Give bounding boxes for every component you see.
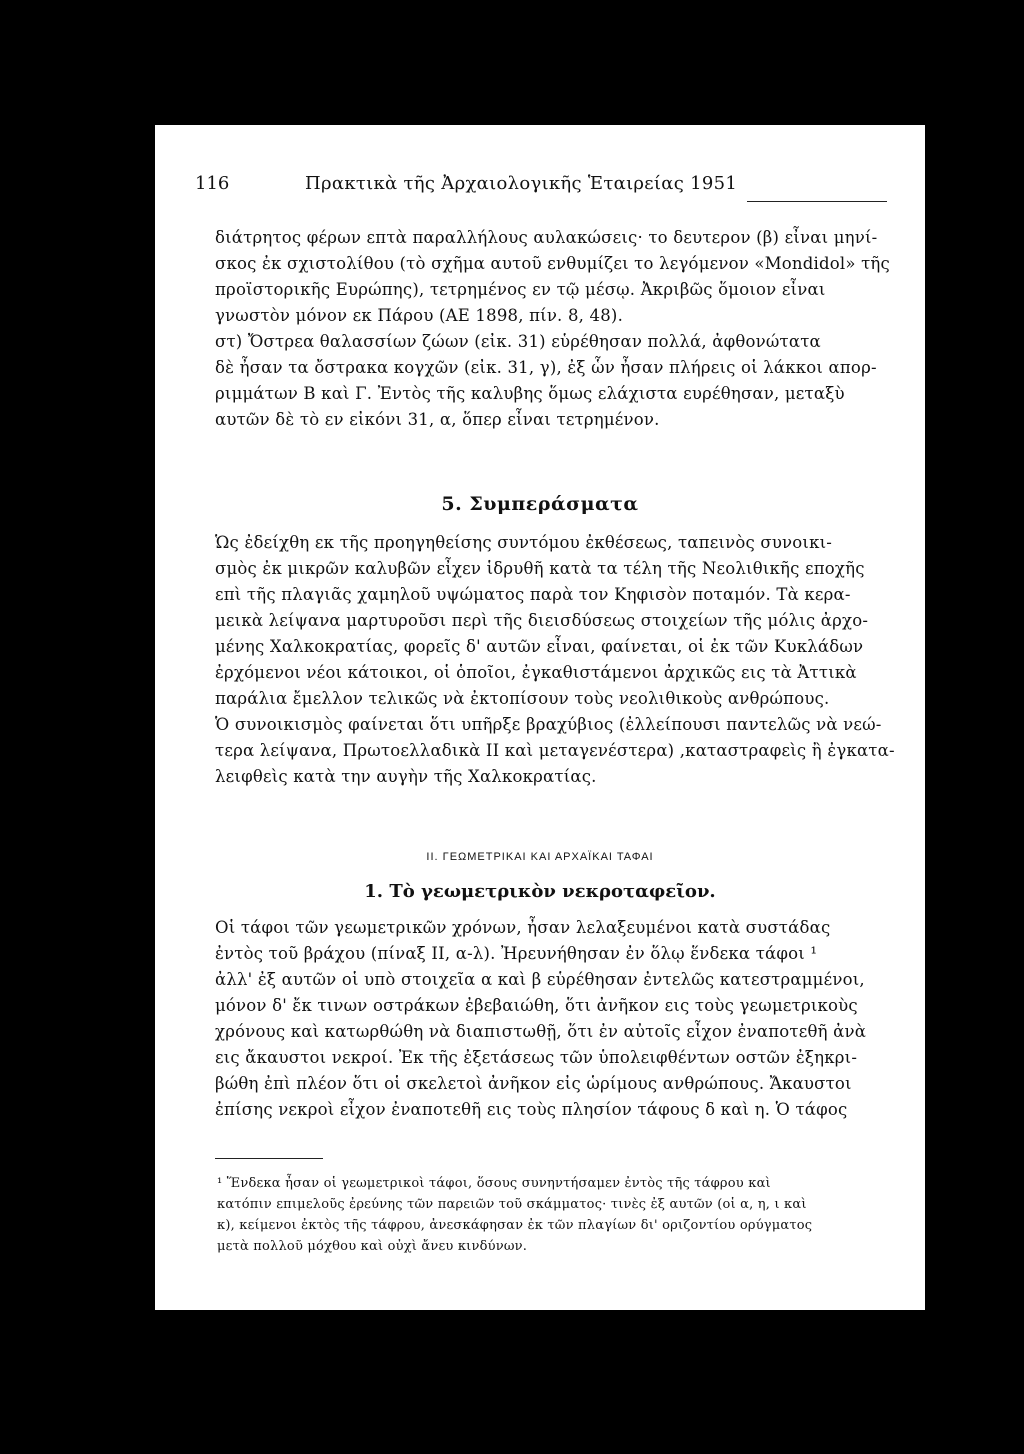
text-line: ριμμάτων Β καὶ Γ. Ἐντὸς τῆς καλυβης ὅμως ελάχιστα ευρέθησαν, μεταξὺ xyxy=(215,384,845,403)
header-rule xyxy=(747,201,887,202)
page-number: 116 xyxy=(195,173,230,194)
text-line: ἐρχόμενοι νέοι κάτοικοι, οἱ ὁποῖοι, ἐγκαθιστάμενοι ἀρχικῶς εις τὰ Ἀττικὰ xyxy=(215,663,857,682)
part-heading: II. ΓΕΩΜΕΤΡΙΚΑΙ ΚΑΙ ΑΡΧΑΪΚΑΙ ΤΑΦΑΙ xyxy=(426,851,654,863)
text-line: τερα λείψανα, Πρωτοελλαδικὰ ΙΙ καὶ μεταγενέστερα) ,καταστραφεὶς ἢ ἐγκατα- xyxy=(215,741,895,760)
text-line: παράλια ἔμελλον τελικῶς νὰ ἐκτοπίσουν τοὺς νεολιθικοὺς ανθρώπους. xyxy=(215,689,830,708)
text-line: ἐντὸς τοῦ βράχου (πίναξ ΙΙ, α-λ). Ἠρευνήθησαν ἐν ὅλῳ ἕνδεκα τάφοι ¹ xyxy=(215,944,818,963)
subsection-heading: 1. Τὸ γεωμετρικὸν νεκροταφεῖον. xyxy=(364,881,716,902)
text-line: Ὡς ἐδείχθη εκ τῆς προηγηθείσης συντόμου ἐκθέσεως, ταπεινὸς συνοικι- xyxy=(215,533,833,552)
text-line: σμὸς ἐκ μικρῶν καλυβῶν εἶχεν ἱδρυθῆ κατὰ τα τέλη τῆς Νεολιθικῆς εποχῆς xyxy=(215,559,865,578)
text-line: μένης Χαλκοκρατίας, φορεῖς δ' αυτῶν εἶναι, φαίνεται, οἱ ἐκ τῶν Κυκλάδων xyxy=(215,637,864,656)
text-line: χρόνους καὶ κατωρθώθη νὰ διαπιστωθῇ, ὅτι ἐν αὐτοῖς εἶχον ἐναποτεθῆ ἀνὰ xyxy=(215,1022,867,1041)
text-line: Οἱ τάφοι τῶν γεωμετρικῶν χρόνων, ἦσαν λελαξευμένοι κατὰ συστάδας xyxy=(215,918,831,937)
text-line: μόνον δ' ἔκ τινων οστράκων ἐβεβαιώθη, ὅτι ἀνῆκον εις τοὺς γεωμετρικοὺς xyxy=(215,996,858,1015)
footnote-rule xyxy=(215,1158,323,1159)
conclusions-paragraph xyxy=(215,530,905,790)
document-page xyxy=(155,125,925,1310)
section-heading: 5. Συμπεράσματα xyxy=(441,493,639,515)
footnote-line: ¹ Ἕνδεκα ἦσαν οἱ γεωμετρικοὶ τάφοι, ὅσους συνηντήσαμεν ἐντὸς τῆς τάφρου καὶ xyxy=(217,1176,771,1191)
text-line: ἀλλ' ἐξ αυτῶν οἱ υπὸ στοιχεῖα α καὶ β εὑρέθησαν ἐντελῶς κατεστραμμένοι, xyxy=(215,970,865,989)
text-line: προϊστορικῆς Ευρώπης), τετρημένος εν τῷ μέσῳ. Ἀκριβῶς ὅμοιον εἶναι xyxy=(215,280,826,299)
text-line: γνωστὸν μόνον εκ Πάρου (ΑΕ 1898, πίν. 8, 48). xyxy=(215,306,624,325)
text-line: ἐπίσης νεκροὶ εἶχον ἐναποτεθῆ εις τοὺς πλησίον τάφους δ καὶ η. Ὁ τάφος xyxy=(215,1100,848,1119)
text-line: στ) Ὄστρεα θαλασσίων ζώων (εἰκ. 31) εὑρέθησαν πολλά, ἀφθονώτατα xyxy=(215,332,821,351)
text-line: δὲ ἦσαν τα ὄστρακα κογχῶν (εἰκ. 31, γ), ἐξ ὧν ἦσαν πλήρεις οἱ λάκκοι απορ- xyxy=(215,358,877,377)
footnote-line: κατόπιν επιμελοῦς ἐρεύνης τῶν παρειῶν τοῦ σκάμματος· τινὲς ἐξ αυτῶν (οἱ α, η, ι καὶ xyxy=(217,1197,807,1212)
text-line: αυτῶν δὲ τὸ εν εἰκόνι 31, α, ὅπερ εἶναι τετρημένον. xyxy=(215,410,660,429)
text-line: εις ἄκαυστοι νεκροί. Ἐκ τῆς ἐξετάσεως τῶν ὑπολειφθέντων οστῶν ἐξηκρι- xyxy=(215,1048,858,1067)
text-line: βώθη ἐπὶ πλέον ὅτι οἱ σκελετοὶ ἀνῆκον εἰς ὡρίμους ανθρώπους. Ἄκαυστοι xyxy=(215,1074,852,1093)
text-line: σκος ἐκ σχιστολίθου (τὸ σχῆμα αυτοῦ ενθυμίζει το λεγόμενον «Mondidol» τῆς xyxy=(215,254,890,273)
text-line: διάτρητος φέρων επτὰ παραλλήλους αυλακώσεις· το δευτερον (β) εἶναι μηνί- xyxy=(215,228,878,247)
geometric-cemetery-paragraph xyxy=(215,915,905,1123)
footnote xyxy=(217,1173,907,1257)
intro-paragraph xyxy=(215,225,905,433)
running-title: Πρακτικὰ τῆς Ἀρχαιολογικῆς Ἑταιρείας 1951 xyxy=(305,173,738,194)
text-line: Ὁ συνοικισμὸς φαίνεται ὅτι υπῆρξε βραχύβιος (ἐλλείπουσι παντελῶς νὰ νεώ- xyxy=(215,715,882,734)
text-line: μεικὰ λείψανα μαρτυροῦσι περὶ τῆς διεισδύσεως στοιχείων τῆς μόλις ἀρχο- xyxy=(215,611,869,630)
footnote-line: κ), κείμενοι ἐκτὸς τῆς τάφρου, ἀνεσκάφησαν ἐκ τῶν πλαγίων δι' οριζοντίου ορύγματος xyxy=(217,1218,813,1233)
footnote-line: μετὰ πολλοῦ μόχθου καὶ οὐχὶ ἄνευ κινδύνων. xyxy=(217,1239,528,1254)
running-header xyxy=(195,173,885,203)
text-line: λειφθεὶς κατὰ την αυγὴν τῆς Χαλκοκρατίας. xyxy=(215,767,597,786)
text-line: επὶ τῆς πλαγιᾶς χαμηλοῦ υψώματος παρὰ τον Κηφισὸν ποταμόν. Τὰ κερα- xyxy=(215,585,851,604)
